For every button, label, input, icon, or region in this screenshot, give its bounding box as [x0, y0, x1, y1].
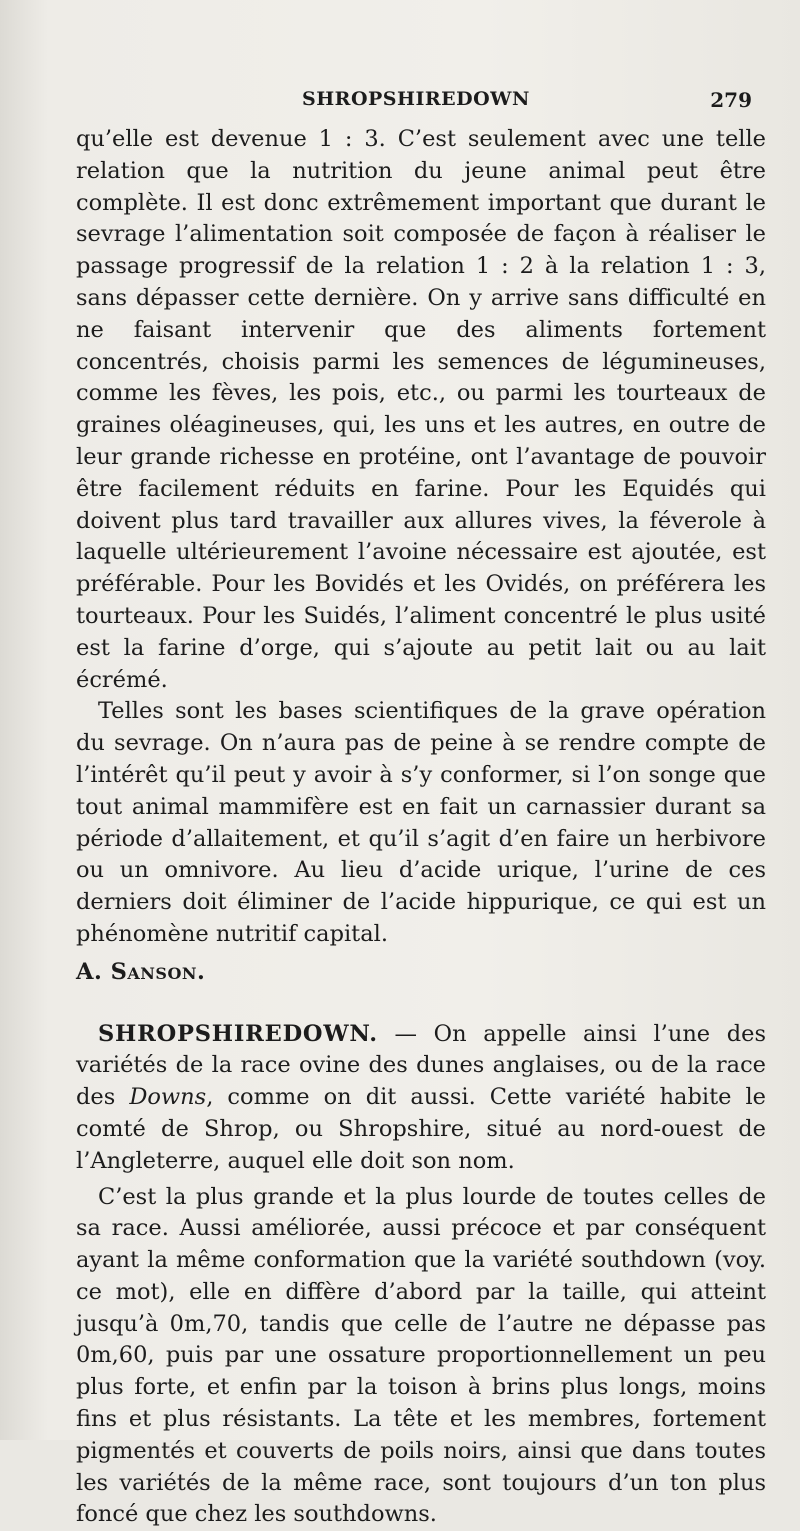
paragraph-weaning-basis: Telles sont les bases scientifiques de la grave opération du sevrage. On n’aura pas de peine à se rendre compte de l’intérêt qu’il peut y avoir à s’y conformer, si l’on songe que tout animal mammifère est en fait un carnassier durant sa période d’allaitement, et qu’il s’agit d’en faire un herbivore ou un omnivore. Au lieu d’acide urique, l’urine de ces derniers doit éliminer de l’acide hippurique, ce qui est un phénomène nutritif capital.: [76, 696, 766, 950]
body-text: [76, 124, 766, 1531]
paragraph-shropshiredown-description: C’est la plus grande et la plus lourde de toutes celles de sa race. Aussi améliorée, aussi précoce et par conséquent ayant la même conformation que la variété southdown (voy. ce mot), elle en diffère d’abord par la taille, qui atteint jusqu’à 0m,70, tandis que celle de l’autre ne dépasse pas 0m,60, puis par une ossature proportionnellement un peu plus forte, et enfin par la toison à brins plus longs, moins fins et plus résistants. La tête et les membres, fortement pigmentés et couverts de poils noirs, ainsi que dans toutes les variétés de la même race, sont toujours d’un ton plus foncé que chez les southdowns.: [76, 1182, 766, 1531]
page-number: 279: [710, 88, 752, 112]
signature-initial: A. S: [76, 959, 127, 985]
paragraph-shropshiredown-intro: [76, 1019, 766, 1178]
running-title: SHROPSHIREDOWN: [302, 88, 530, 110]
paragraph-weaning-nutrition: qu’elle est devenue 1 : 3. C’est seulement avec une telle relation que la nutrition du jeune animal peut être complète. Il est donc extrêmement important que durant le sevrage l’alimentation soit composée de façon à réaliser le passage progressif de la relation 1 : 2 à la relation 1 : 3, sans dépasser cette dernière. On y arrive sans difficulté en ne faisant intervenir que des aliments fortement concentrés, choisis parmi les semences de légumineuses, comme les fèves, les pois, etc., ou parmi les tourteaux de graines oléagineuses, qui, les uns et les autres, en outre de leur grande richesse en protéine, ont l’avantage de pouvoir être facilement réduits en farine. Pour les Equidés qui doivent plus tard travailler aux allures vives, la féverole à laquelle ultérieurement l’avoine nécessaire est ajoutée, est préférable. Pour les Bovidés et les Ovidés, on préférera les tourteaux. Pour les Suidés, l’aliment concentré le plus usité est la farine d’orge, qui s’ajoute au petit lait ou au lait écrémé.: [76, 124, 766, 696]
author-signature: [76, 957, 762, 989]
page-header: [0, 88, 800, 120]
entry-text-b: , comme on dit aussi. Cette variété habite le comté de Shrop, ou Shropshire, situé au nord-ouest de l’Angleterre, auquel elle doit son nom.: [76, 1084, 766, 1174]
signature-rest: anson.: [127, 959, 205, 985]
entry-text-a: — On appelle ainsi l’une des variétés de la race ovine des dunes anglaises, ou de la race des: [76, 1021, 766, 1111]
entry-headword: SHROPSHIREDOWN.: [98, 1021, 378, 1047]
entry-italic-downs: Downs: [129, 1084, 206, 1110]
